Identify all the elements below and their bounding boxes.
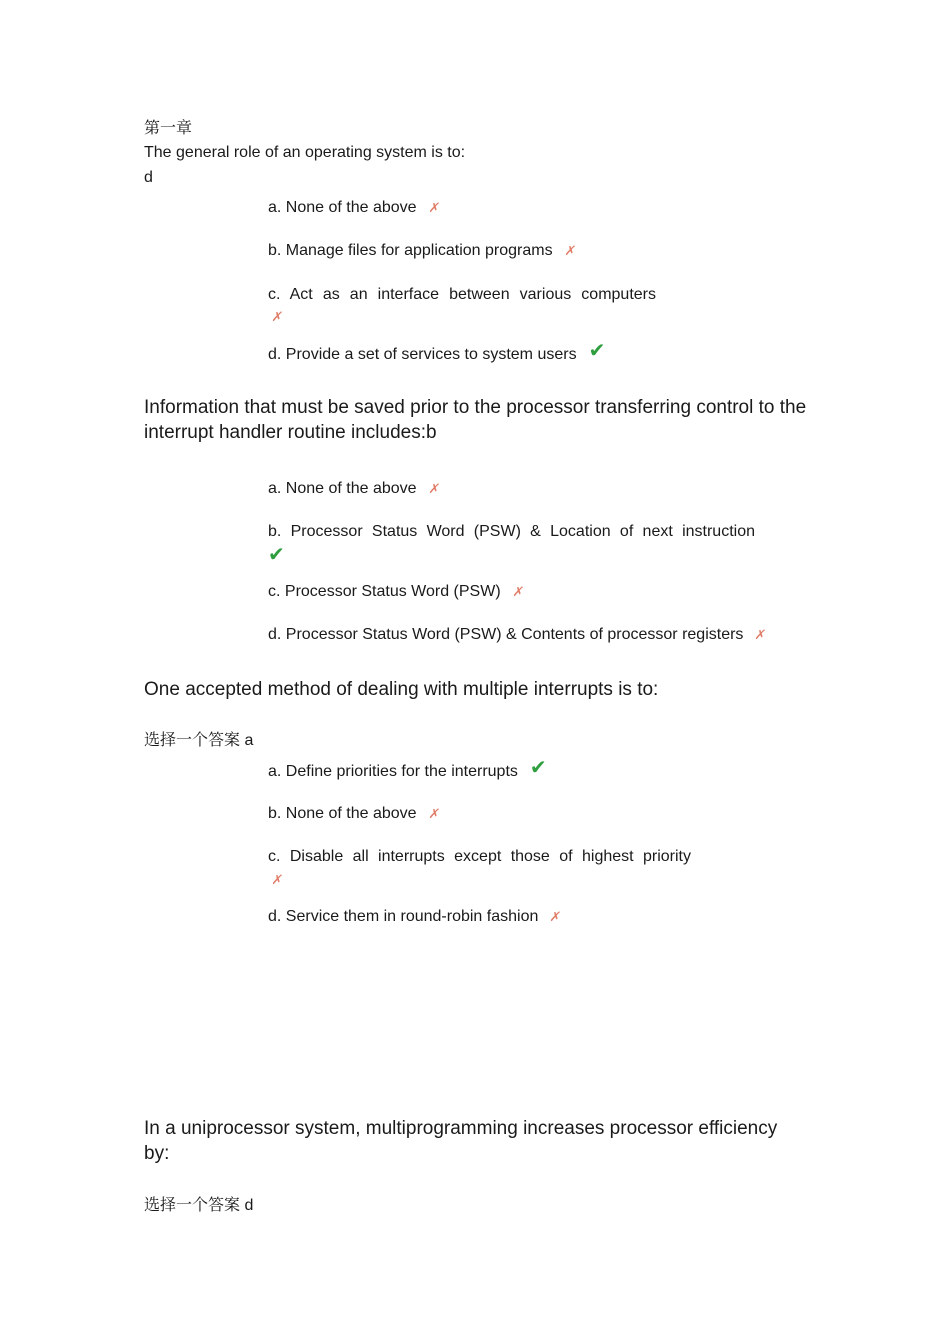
cross-mark-icon: ✗ — [427, 200, 441, 215]
option-label: b. Manage files for application programs — [268, 242, 553, 259]
answer-prefix: 选择一个答案 — [144, 1195, 241, 1214]
option-label: a. Define priorities for the interrupts — [268, 763, 518, 780]
check-mark-icon: ✔ — [529, 757, 547, 779]
q3-option-d — [268, 907, 561, 927]
question-2-text-line1: Information that must be saved prior to the processor transferring control to the — [144, 397, 807, 418]
check-mark-icon: ✔ — [588, 340, 606, 362]
q2-option-c — [268, 582, 524, 602]
question-4-answer — [144, 1195, 253, 1216]
q2-option-b: b. Processor Status Word (PSW) & Location of next instruction — [268, 523, 755, 540]
answer-letter: a — [244, 732, 254, 749]
q1-option-b — [268, 241, 576, 261]
q3-option-b — [268, 804, 439, 824]
q1-option-d — [268, 340, 606, 365]
option-label: c. Processor Status Word (PSW) — [268, 583, 501, 600]
question-4-text-line1: In a uniprocessor system, multiprogramming increases processor efficiency — [144, 1118, 778, 1139]
cross-mark-icon: ✗ — [563, 243, 577, 258]
q3-option-c-mark — [272, 871, 283, 889]
q1-option-c: c. Act as an interface between various computers — [268, 286, 656, 303]
question-3-answer — [144, 730, 253, 751]
q1-option-a — [268, 198, 439, 218]
cross-mark-icon: ✗ — [511, 584, 525, 599]
question-1-answer: d — [144, 169, 153, 186]
option-label: a. None of the above — [268, 199, 417, 216]
option-label: a. None of the above — [268, 480, 417, 497]
cross-mark-icon: ✗ — [427, 806, 441, 821]
cross-mark-icon: ✗ — [270, 872, 285, 887]
q1-option-c-mark — [272, 308, 283, 326]
question-2-text-line2: interrupt handler routine includes:b — [144, 422, 437, 443]
option-label: b. None of the above — [268, 805, 417, 822]
answer-letter: d — [244, 1197, 254, 1214]
question-1-text: The general role of an operating system is to: — [144, 144, 466, 161]
cross-mark-icon: ✗ — [549, 909, 563, 924]
question-4-text-line2: by: — [144, 1143, 170, 1164]
check-mark-icon: ✔ — [268, 544, 285, 566]
question-3-text: One accepted method of dealing with multiple interrupts is to: — [144, 679, 659, 700]
option-label: d. Provide a set of services to system users — [268, 346, 577, 363]
q2-option-b-mark — [268, 542, 285, 567]
cross-mark-icon: ✗ — [427, 481, 441, 496]
q3-option-a — [268, 757, 547, 782]
answer-prefix: 选择一个答案 — [144, 730, 241, 749]
cross-mark-icon: ✗ — [270, 309, 285, 324]
q2-option-a — [268, 479, 439, 499]
option-label: d. Service them in round-robin fashion — [268, 908, 539, 925]
q3-option-c: c. Disable all interrupts except those of highest priority — [268, 848, 691, 865]
q2-option-d — [268, 625, 766, 645]
chapter-title: 第一章 — [144, 118, 193, 137]
cross-mark-icon: ✗ — [754, 627, 768, 642]
option-label: d. Processor Status Word (PSW) & Contents of processor registers — [268, 626, 744, 643]
